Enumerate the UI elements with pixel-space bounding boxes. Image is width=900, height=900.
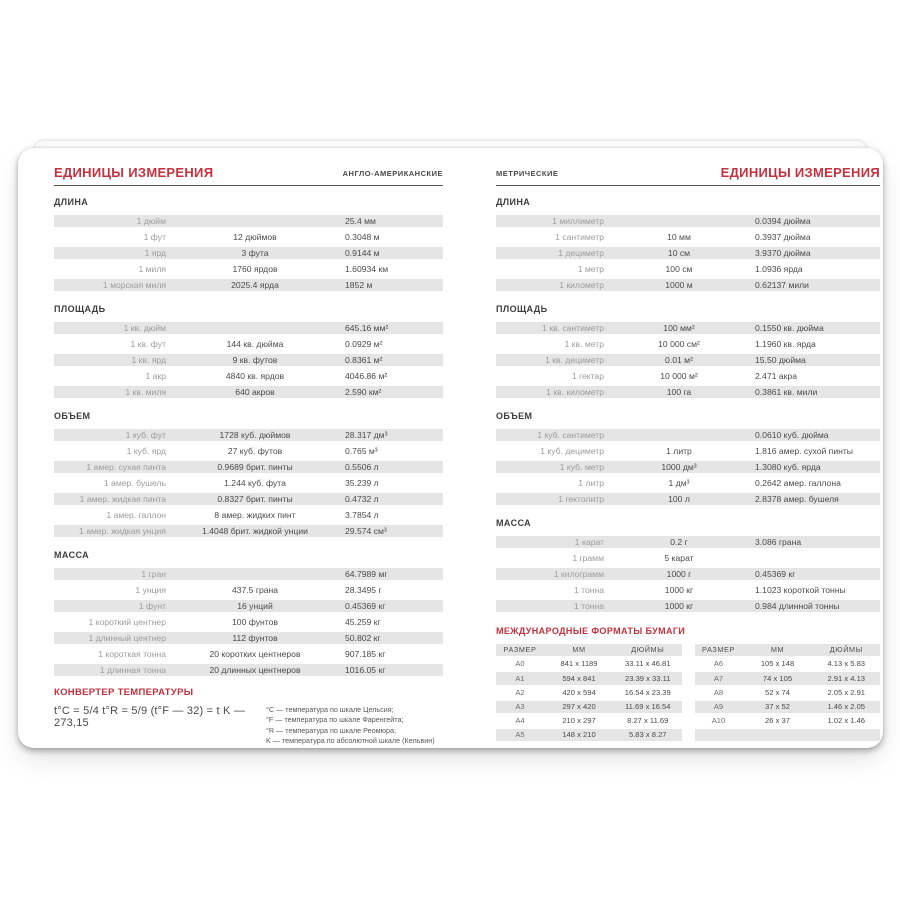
table-row (54, 630, 443, 646)
table-cell: A9 (713, 702, 724, 712)
table-row (54, 598, 443, 614)
table-cell: 29.574 см³ (345, 525, 387, 536)
table-cell: 1 длинный центнер (88, 632, 166, 643)
table-cell: 10 000 м² (660, 370, 698, 381)
table-cell: 0.0929 м² (345, 338, 383, 349)
table-cell: 1 тонна (573, 600, 604, 611)
table-cell: A10 (711, 716, 726, 726)
table-cell: 1 унция (135, 584, 166, 595)
table-cell: 16 унций (237, 600, 273, 611)
table-cell: 0.9689 брит. пинты (217, 461, 293, 472)
table-cell: 8 амер. жидких пинт (214, 509, 296, 520)
table-cell: 33.11 x 46.81 (625, 659, 671, 669)
column-header: РАЗМЕР (503, 645, 537, 655)
table-cell: A1 (515, 673, 525, 683)
table-cell: 1 гектар (571, 370, 604, 381)
table-cell: 4840 кв. ярдов (225, 370, 285, 381)
table-cell: 20 коротких центнеров (209, 648, 301, 659)
temperature-body (54, 705, 443, 747)
table-cell: 1016.05 кг (345, 664, 386, 675)
table-row (54, 443, 443, 459)
table-cell: 1.1960 кв. ярда (755, 338, 816, 349)
table-cell: 1 килограмм (553, 568, 604, 579)
table-cell: 1 тонна (573, 584, 604, 595)
table-row (496, 657, 682, 671)
table-row (496, 534, 880, 550)
section-heading: ОБЪЕМ (496, 411, 533, 421)
temperature-note: °R — температура по шкале Реомюра; (266, 725, 396, 735)
table-cell: 210 x 297 (562, 716, 596, 726)
table-cell: 1 фут (143, 231, 166, 242)
units-section (496, 518, 880, 614)
table-row (695, 686, 881, 700)
table-row (496, 686, 682, 700)
table-row (496, 459, 880, 475)
table-cell: 1.60934 км (345, 263, 389, 274)
table-cell: 1 амер. сухая пинта (86, 461, 166, 472)
table-row (54, 213, 443, 229)
table-cell: 25.4 мм (345, 215, 376, 226)
units-section (54, 411, 443, 539)
temperature-heading: КОНВЕРТЕР ТЕМПЕРАТУРЫ (54, 687, 194, 698)
table-cell: 1728 куб. дюймов (219, 429, 291, 440)
table-row (54, 368, 443, 384)
table-cell: 100 га (666, 386, 692, 397)
table-cell: 8.27 x 11.69 (627, 716, 669, 726)
table-cell: 1000 дм³ (661, 461, 697, 472)
temperature-note: K — температура по абсолютной шкале (Кельвин) (266, 736, 435, 746)
table-cell: 50.802 кг (345, 632, 381, 643)
column-header: ММ (770, 645, 785, 655)
table-cell: 0.0394 дюйма (755, 215, 811, 226)
table-row (496, 700, 682, 714)
table-cell: 144 кв. дюйма (226, 338, 284, 349)
table-row (496, 728, 682, 742)
table-cell: 1 амер. бушель (103, 477, 166, 488)
table-cell: A5 (515, 730, 525, 740)
table-row (496, 368, 880, 384)
units-section (54, 550, 443, 678)
table-row (54, 582, 443, 598)
table-cell: 1760 ярдов (232, 263, 278, 274)
table-cell: 1.46 x 2.05 (827, 702, 866, 712)
temperature-formula: t°C = 5/4 t°R = 5/9 (t°F — 32) = t K — 273,15 (54, 705, 246, 729)
table-cell: 1 длинная тонна (99, 664, 166, 675)
table-cell: 1 куб. метр (559, 461, 604, 472)
table-cell: 45.259 кг (345, 616, 381, 627)
table-row (496, 320, 880, 336)
table-cell: 0.984 длинной тонны (755, 600, 840, 611)
table-cell: 1 кв. метр (564, 338, 604, 349)
table-cell: A3 (515, 702, 525, 712)
table-cell: 100 л (668, 493, 690, 504)
table-cell: A8 (713, 687, 724, 697)
section-heading: ОБЪЕМ (54, 411, 91, 421)
table-cell: 1 дюйм (136, 215, 166, 226)
table-cell: 4046.86 м² (345, 370, 388, 381)
paper-table-header-row (695, 643, 881, 657)
table-row (496, 598, 880, 614)
table-cell: 0.8327 брит. пинты (217, 493, 293, 504)
table-cell: 1 акр (145, 370, 166, 381)
table-row (54, 475, 443, 491)
page-subtitle: АНГЛО-АМЕРИКАНСКИЕ (342, 168, 443, 178)
table-cell: 1 гектолитр (558, 493, 604, 504)
section-heading: ДЛИНА (496, 197, 531, 207)
units-section (496, 197, 880, 293)
table-cell: 907.185 кг (345, 648, 386, 659)
planner-spread (18, 148, 883, 748)
table-cell: 1.3080 куб. ярда (755, 461, 821, 472)
table-cell: 11.69 x 16.54 (625, 702, 671, 712)
table-row (54, 229, 443, 245)
table-row (695, 714, 881, 728)
table-row (496, 336, 880, 352)
table-cell: 1 литр (666, 445, 692, 456)
table-cell: 0.765 м³ (345, 445, 378, 456)
table-cell: 28.3495 г (345, 584, 382, 595)
section-heading: ПЛОЩАДЬ (54, 304, 106, 314)
table-cell: 297 x 420 (562, 702, 596, 712)
table-cell: 35.239 л (345, 477, 379, 488)
table-row (496, 443, 880, 459)
table-row (496, 384, 880, 400)
table-cell: 0.2642 амер. галлона (755, 477, 841, 488)
table-cell: 0.45369 кг (755, 568, 796, 579)
table-cell: 594 x 841 (562, 673, 596, 683)
table-cell: 16.54 x 23.39 (624, 687, 671, 697)
units-section (54, 304, 443, 400)
table-cell: 64.7989 мг (345, 568, 388, 579)
temperature-note: °C — температура по шкале Цельсия; (266, 705, 394, 714)
table-cell: 1 амер. галлон (106, 509, 166, 520)
table-cell: 1.816 амер. сухой пинты (755, 445, 853, 456)
table-cell: 1 куб. фут (125, 429, 166, 440)
table-cell: 1 миллиметр (552, 215, 604, 226)
table-row (496, 229, 880, 245)
units-section (496, 411, 880, 507)
table-row (496, 566, 880, 582)
column-header: ДЮЙМЫ (631, 645, 665, 655)
table-cell: 1000 м (665, 279, 693, 290)
table-cell: 105 x 148 (760, 659, 795, 669)
table-cell: 23.39 x 33.11 (625, 673, 671, 683)
table-cell: 1 дм³ (668, 477, 690, 488)
table-cell: 1.0936 ярда (755, 263, 803, 274)
table-cell: 2.05 x 2.91 (827, 687, 866, 697)
table-row (496, 213, 880, 229)
table-cell: A6 (713, 659, 724, 669)
table-cell: 0.2 г (670, 536, 688, 547)
table-cell: 1 карат (574, 536, 604, 547)
table-cell: 3.7854 л (345, 509, 379, 520)
table-cell: 0.4732 л (345, 493, 379, 504)
table-cell: 2.471 акра (755, 370, 797, 381)
table-cell: 1 грамм (572, 552, 604, 563)
table-cell: 28.317 дм³ (345, 429, 388, 440)
table-cell: 0.01 м² (665, 354, 693, 365)
left-page-header (54, 160, 443, 179)
table-cell: 10 000 см² (658, 338, 700, 349)
table-row (54, 261, 443, 277)
page-title: ЕДИНИЦЫ ИЗМЕРЕНИЯ (720, 165, 880, 180)
temperature-note: °F — температура по шкале Фаренгейта; (266, 715, 404, 725)
table-cell: 2025.4 ярда (231, 279, 279, 290)
table-cell: A2 (515, 687, 525, 697)
table-row (695, 728, 881, 742)
table-cell: 74 x 105 (762, 673, 793, 683)
table-cell: 1.244 куб. фута (224, 477, 286, 488)
table-row (496, 261, 880, 277)
table-cell: 37 x 52 (765, 702, 790, 712)
table-cell: 15.50 дюйма (755, 354, 806, 365)
table-row (54, 491, 443, 507)
table-cell: 1 метр (577, 263, 604, 274)
table-cell: 640 акров (235, 386, 275, 397)
column-header: ММ (572, 645, 586, 655)
section-heading: ДЛИНА (54, 197, 89, 207)
table-cell: A7 (713, 673, 724, 683)
header-rule (496, 185, 880, 186)
units-section (54, 197, 443, 293)
table-row (54, 277, 443, 293)
table-cell: 5.83 x 8.27 (628, 730, 667, 740)
table-cell: 2.590 км² (345, 386, 382, 397)
table-row (54, 245, 443, 261)
right-page (496, 148, 880, 748)
table-row (54, 320, 443, 336)
section-heading: МАССА (496, 518, 532, 528)
table-cell: 1.1023 короткой тонны (755, 584, 846, 595)
table-cell: 26 x 37 (765, 716, 790, 726)
table-cell: 3.086 грана (755, 536, 802, 547)
table-cell: 27 куб. футов (227, 445, 283, 456)
table-cell: 0.45369 кг (345, 600, 386, 611)
table-cell: 1 кв. сантиметр (542, 322, 604, 333)
table-cell: 1 кв. дециметр (545, 354, 604, 365)
table-cell: 10 см (667, 247, 691, 258)
table-cell: 4.13 x 5.83 (827, 659, 866, 669)
table-cell: 0.3861 кв. мили (755, 386, 818, 397)
table-cell: 1 гран (141, 568, 166, 579)
table-cell: 100 см (665, 263, 693, 274)
table-cell: 100 фунтов (232, 616, 278, 627)
right-sections (496, 197, 880, 614)
paper-table-header-row (496, 643, 682, 657)
table-cell: 3.9370 дюйма (755, 247, 811, 258)
table-row (54, 566, 443, 582)
table-cell: 2.91 x 4.13 (827, 673, 866, 683)
table-cell: 0.9144 м (345, 247, 380, 258)
table-cell: 1 кв. миля (125, 386, 166, 397)
table-cell: 1000 г (666, 568, 692, 579)
table-cell: 52 x 74 (765, 687, 790, 697)
table-row (496, 582, 880, 598)
table-row (496, 427, 880, 443)
table-cell: 112 фунтов (232, 632, 278, 643)
table-cell: 1 куб. ярд (126, 445, 166, 456)
left-sections (54, 197, 443, 678)
table-row (496, 550, 880, 566)
table-row (54, 662, 443, 678)
table-cell: 100 мм² (663, 322, 695, 333)
table-row (54, 384, 443, 400)
table-row (54, 614, 443, 630)
right-page-header (496, 160, 880, 179)
table-cell: 1 километр (559, 279, 604, 290)
table-cell: 1 куб. сантиметр (537, 429, 604, 440)
table-cell: 1 амер. жидкая пинта (79, 493, 166, 504)
paper-tables (496, 643, 880, 742)
table-row (695, 657, 881, 671)
table-row (496, 277, 880, 293)
table-row (496, 671, 682, 685)
table-cell: 1 литр (578, 477, 604, 488)
table-row (54, 427, 443, 443)
table-cell: 12 дюймов (233, 231, 277, 242)
column-header: РАЗМЕР (702, 645, 735, 655)
paper-formats-heading: МЕЖДУНАРОДНЫЕ ФОРМАТЫ БУМАГИ (496, 626, 686, 636)
table-cell: 1 кв. ярд (131, 354, 166, 365)
table-cell: 1.4048 брит. жидкой унции (202, 525, 308, 536)
table-cell: 0.62137 мили (755, 279, 809, 290)
table-cell: 148 x 210 (562, 730, 596, 740)
table-cell: 1852 м (345, 279, 373, 290)
section-heading: ПЛОЩАДЬ (496, 304, 548, 314)
units-section (496, 304, 880, 400)
table-row (496, 475, 880, 491)
table-cell: 1 сантиметр (555, 231, 604, 242)
temperature-notes (266, 705, 443, 747)
table-cell: 1 короткая тонна (98, 648, 166, 659)
table-cell: 841 x 1189 (560, 659, 598, 669)
table-row (54, 336, 443, 352)
table-cell: 3 фута (241, 247, 269, 258)
table-cell: A0 (515, 659, 525, 669)
table-row (695, 671, 881, 685)
header-rule (54, 185, 443, 186)
table-row (496, 352, 880, 368)
table-cell: 645.16 мм² (345, 322, 389, 333)
table-row (54, 507, 443, 523)
page-title: ЕДИНИЦЫ ИЗМЕРЕНИЯ (54, 165, 214, 180)
table-row (496, 245, 880, 261)
section-heading: МАССА (54, 550, 90, 560)
table-cell: 9 кв. футов (232, 354, 278, 365)
table-cell: 1 фунт (138, 600, 166, 611)
table-cell: 0.1550 кв. дюйма (755, 322, 824, 333)
paper-table-a6-a10 (695, 643, 881, 742)
table-row (695, 700, 881, 714)
table-cell: 0.3048 м (345, 231, 380, 242)
table-row (54, 646, 443, 662)
table-row (496, 491, 880, 507)
table-cell: 0.8361 м² (345, 354, 383, 365)
table-cell: 1 кв. километр (546, 386, 604, 397)
table-cell: 1000 кг (664, 600, 694, 611)
column-header: ДЮЙМЫ (829, 645, 863, 655)
table-cell: A4 (515, 716, 525, 726)
table-cell: 0.0610 куб. дюйма (755, 429, 829, 440)
table-cell: 0.3937 дюйма (755, 231, 811, 242)
table-cell: 1 морская миля (102, 279, 166, 290)
table-row (54, 459, 443, 475)
table-cell: 420 x 594 (562, 687, 596, 697)
left-page (54, 148, 443, 748)
paper-table-a0-a5 (496, 643, 682, 742)
table-cell: 20 длинных центнеров (209, 664, 301, 675)
table-row (54, 352, 443, 368)
table-cell: 1 дециметр (558, 247, 604, 258)
table-cell: 1.02 x 1.46 (827, 716, 866, 726)
table-cell: 1 кв. фут (130, 338, 166, 349)
table-cell: 10 мм (667, 231, 691, 242)
table-cell: 5 карат (664, 552, 694, 563)
table-cell: 2.8378 амер. бушеля (755, 493, 839, 504)
paper-formats (496, 626, 880, 742)
temperature-converter (54, 687, 443, 747)
page-subtitle: МЕТРИЧЕСКИЕ (496, 168, 559, 178)
table-cell: 1 миля (138, 263, 166, 274)
table-cell: 1 амер. жидкая унция (79, 525, 166, 536)
table-cell: 1000 кг (664, 584, 694, 595)
table-cell: 1 куб. дециметр (540, 445, 604, 456)
table-cell: 1 короткий центнер (88, 616, 166, 627)
table-row (496, 714, 682, 728)
table-cell: 437.5 грана (231, 584, 279, 595)
table-cell: 1 кв. дюйм (123, 322, 166, 333)
table-row (54, 523, 443, 539)
table-cell: 1 ярд (144, 247, 166, 258)
table-cell: 0.5506 л (345, 461, 379, 472)
